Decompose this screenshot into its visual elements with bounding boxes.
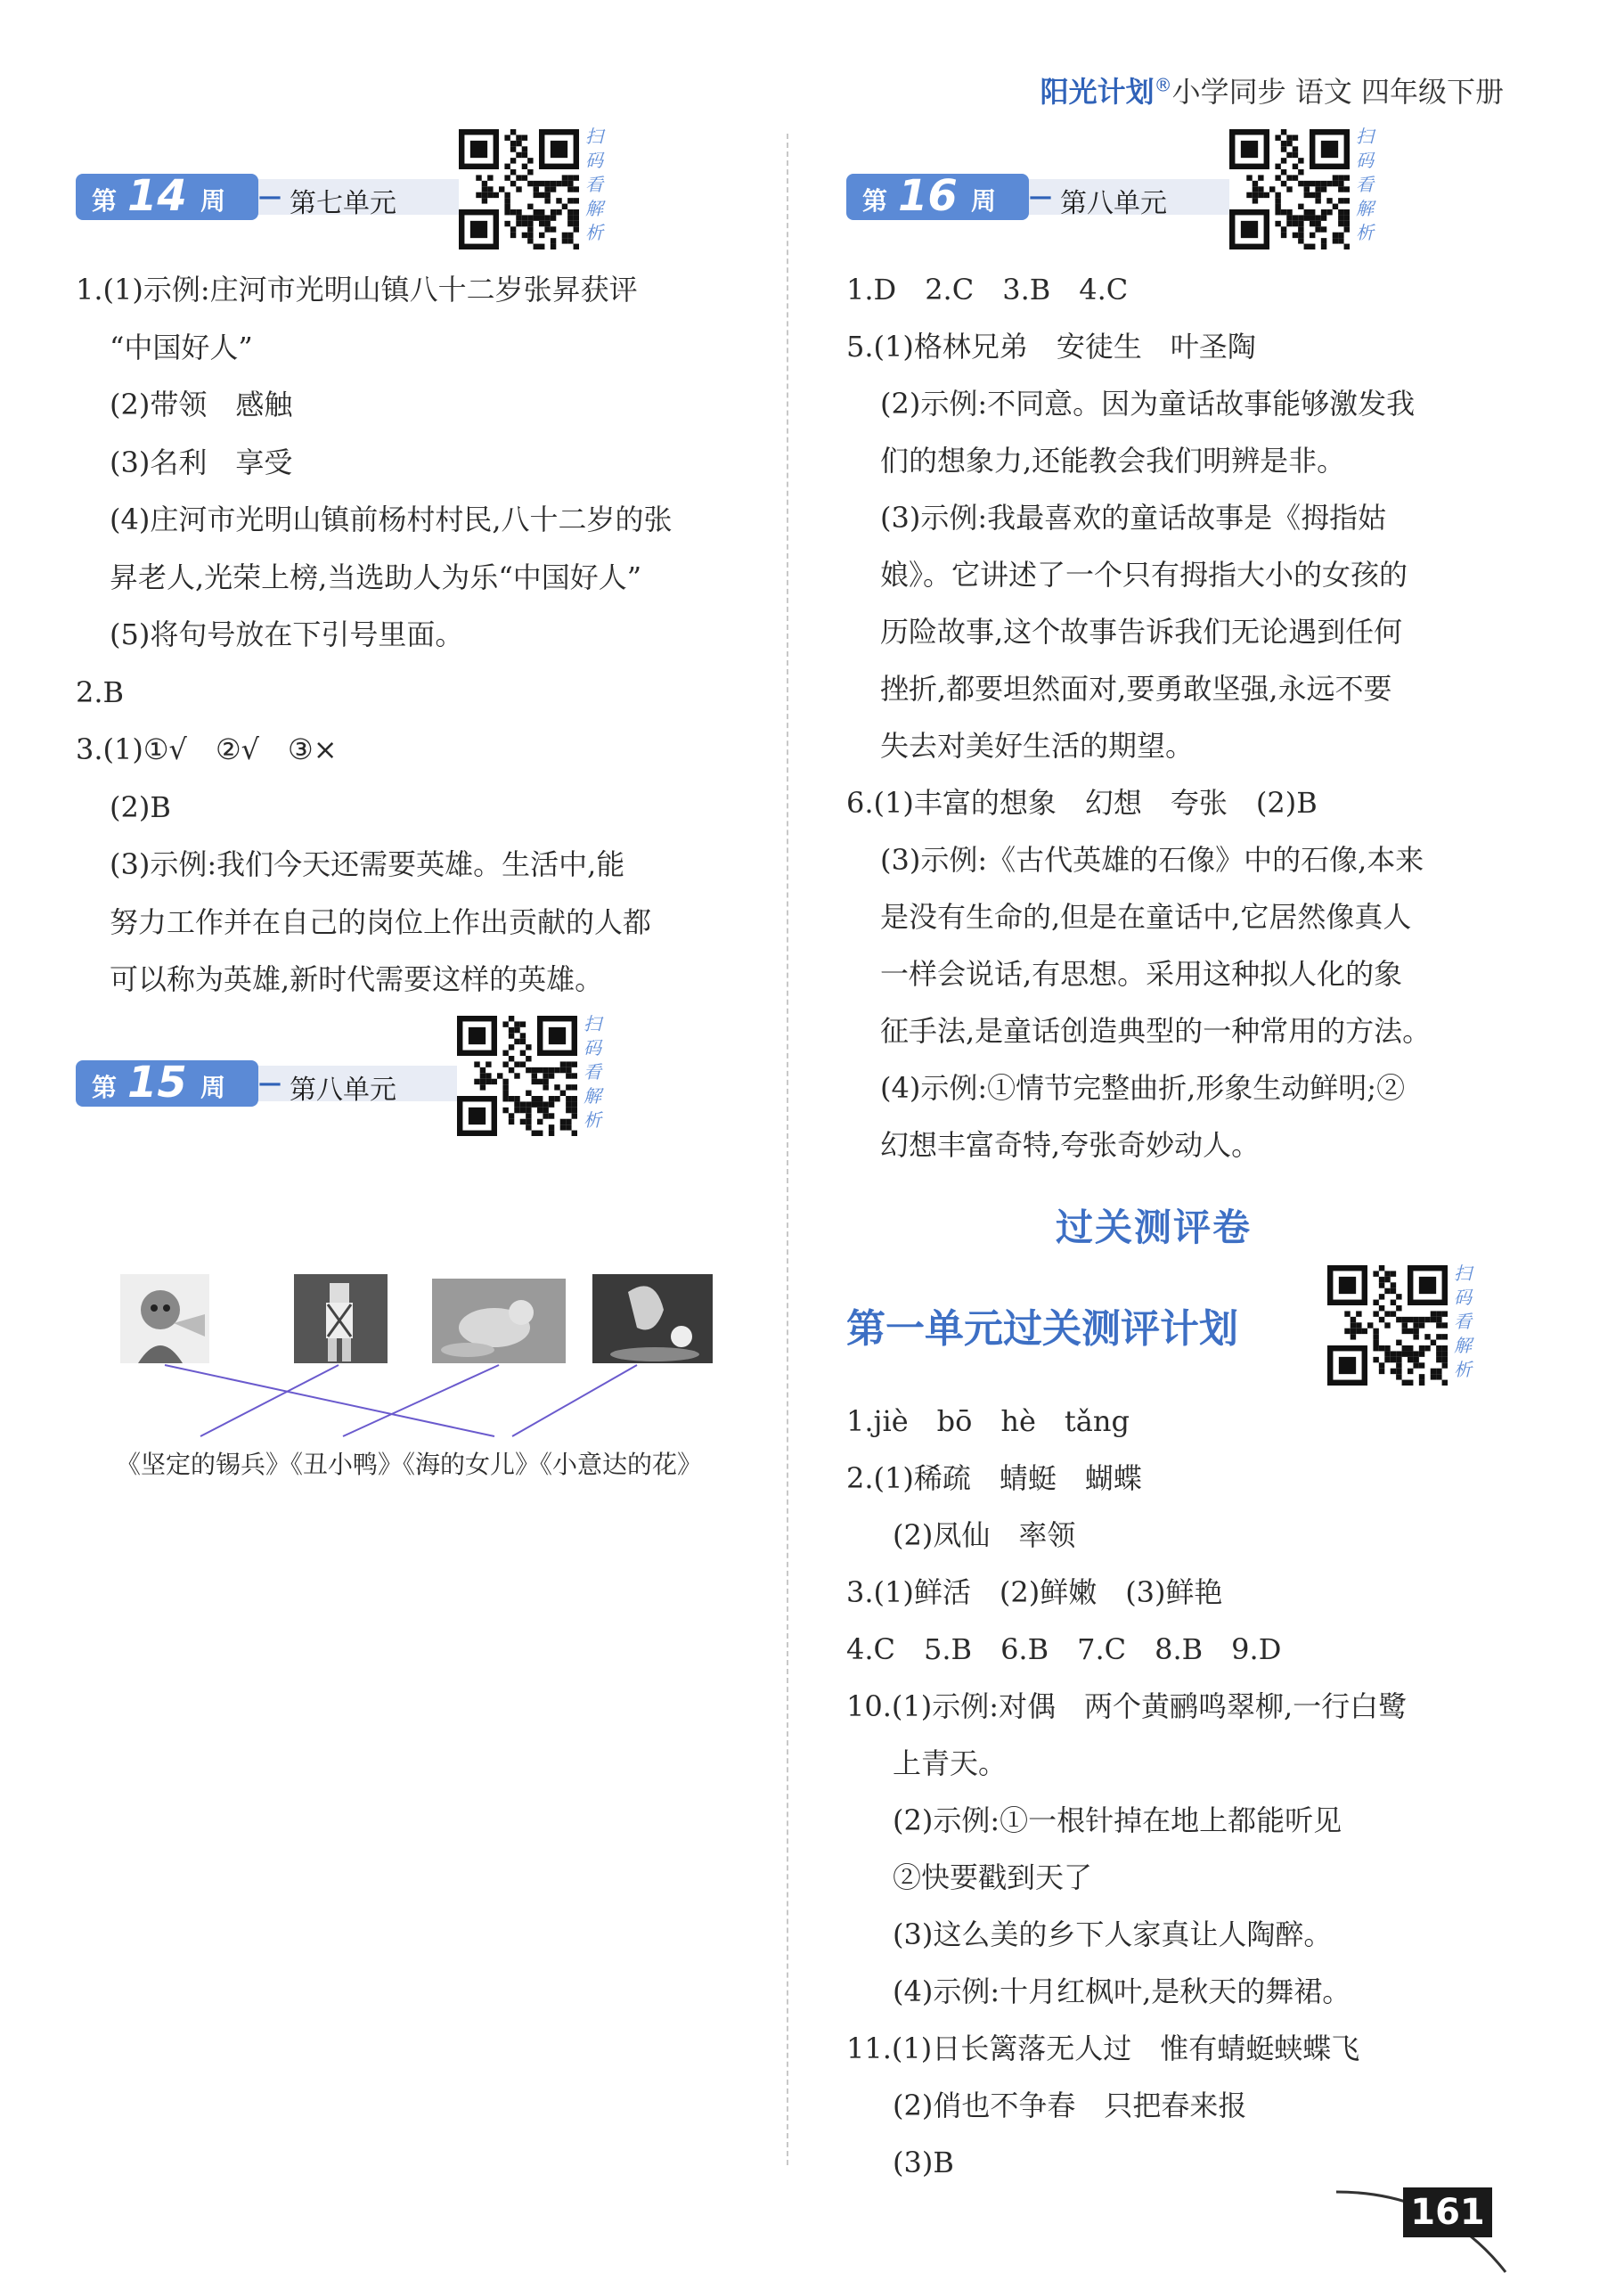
- qr-label-char: 析: [1454, 1359, 1472, 1380]
- section-title: 过关测评卷: [1056, 1206, 1253, 1249]
- qr-code-icon[interactable]: [1229, 129, 1350, 249]
- answer-line: 2.(1)稀疏 蜻蜓 蝴蝶: [846, 1461, 1142, 1495]
- qr-label-char: 解: [585, 198, 603, 219]
- dash-icon: —: [258, 1070, 282, 1097]
- answer-line: (4)示例:①情节完整曲折,形象生动鲜明;②: [880, 1071, 1406, 1105]
- qr-label-char: 码: [585, 150, 603, 171]
- answer-line: (3)示例:我们今天还需要英雄。生活中,能: [110, 847, 625, 881]
- qr-label: [583, 1012, 608, 1132]
- duckling-picture: [432, 1279, 566, 1363]
- qr-label-char: 扫: [585, 126, 603, 147]
- week-di: 第: [92, 186, 118, 216]
- unit-label: 第七单元: [290, 188, 396, 219]
- answer-line: (2)示例:①一根针掉在地上都能听见: [893, 1803, 1342, 1837]
- dash-icon: —: [1029, 184, 1052, 210]
- week-di: 第: [862, 186, 888, 216]
- answer-line: 昇老人,光荣上榜,当选助人为乐“中国好人”: [110, 560, 642, 594]
- answer-line: 5.(1)格林兄弟 安徒生 叶圣陶: [846, 330, 1256, 364]
- answer-line: (5)将句号放在下引号里面。: [110, 617, 464, 651]
- answer-line: 11.(1)日长篱落无人过 惟有蜻蜓蛱蝶飞: [846, 2032, 1360, 2065]
- answer-line: (3)B: [893, 2146, 954, 2179]
- qr-label-char: 码: [1356, 150, 1374, 171]
- answer-line: (4)庄河市光明山镇前杨村村民,八十二岁的张: [110, 503, 673, 536]
- qr-label-char: 看: [583, 1061, 601, 1083]
- answer-line: 幻想丰富奇特,夸张奇妙动人。: [880, 1128, 1261, 1162]
- answer-line: (3)名利 享受: [110, 445, 293, 479]
- answer-line: 1.(1)示例:庄河市光明山镇八十二岁张昇获评: [76, 273, 638, 307]
- week-zhou: 周: [200, 1073, 226, 1102]
- unit-label: 第八单元: [1060, 188, 1167, 219]
- answer-line: (2)凤仙 率领: [893, 1518, 1076, 1552]
- answer-line: (2)俏也不争春 只把春来报: [893, 2089, 1247, 2122]
- brand-name: 阳光计划: [1040, 75, 1155, 109]
- qr-label-char: 码: [1454, 1287, 1472, 1308]
- answer-line: 上青天。: [893, 1746, 1008, 1780]
- tin-soldier-picture: [294, 1274, 388, 1363]
- qr-code-icon[interactable]: [1327, 1265, 1448, 1386]
- answer-line: 历险故事,这个故事告诉我们无论遇到任何: [880, 615, 1403, 649]
- qr-label-char: 解: [1454, 1335, 1472, 1356]
- week-badge: [846, 171, 1029, 221]
- answer-line: 失去对美好生活的期望。: [880, 729, 1195, 763]
- unit-label: 第八单元: [290, 1075, 396, 1106]
- answer-line: 努力工作并在自己的岗位上作出贡献的人都: [110, 904, 652, 939]
- week-number: 15: [127, 1058, 187, 1108]
- book-subtitle: 小学同步 语文 四年级下册: [1171, 75, 1504, 109]
- week-zhou: 周: [971, 186, 997, 216]
- week-number: 14: [127, 171, 187, 221]
- answer-line: (4)示例:十月红枫叶,是秋天的舞裙。: [893, 1974, 1351, 2008]
- matching-captions: 《坚定的锡兵》《丑小鸭》《海的女儿》《小意达的花》: [116, 1450, 703, 1479]
- answer-line: 可以称为英雄,新时代需要这样的英雄。: [110, 962, 604, 996]
- qr-label-char: 扫: [1356, 126, 1374, 147]
- qr-label: [585, 125, 610, 245]
- answer-line: 1.jiè bō hè tǎng: [846, 1404, 1130, 1438]
- answer-line: “中国好人”: [110, 330, 253, 364]
- answer-line: 征手法,是童话创造典型的一种常用的方法。: [880, 1014, 1432, 1048]
- answer-line: 3.(1)①√ ②√ ③×: [76, 732, 338, 766]
- unit-test-title: 第一单元过关测评计划: [846, 1306, 1238, 1352]
- answer-line: (2)B: [110, 789, 171, 824]
- answer-line: 1.D 2.C 3.B 4.C: [846, 273, 1129, 307]
- answer-line: 2.B: [76, 674, 125, 709]
- qr-label-char: 看: [1356, 174, 1374, 195]
- qr-label-char: 解: [583, 1085, 601, 1107]
- answer-line: (3)这么美的乡下人家真让人陶醉。: [893, 1917, 1333, 1951]
- page-header: [1041, 69, 1504, 110]
- qr-label-char: 扫: [1454, 1263, 1472, 1284]
- answer-line: 们的想象力,还能教会我们明辨是非。: [880, 444, 1346, 478]
- week-zhou: 周: [200, 186, 226, 216]
- qr-label-char: 扫: [583, 1013, 601, 1034]
- qr-label-char: 析: [583, 1109, 601, 1131]
- answer-line: 挫折,都要坦然面对,要勇敢坚强,永远不要: [880, 672, 1392, 706]
- cartoon-boy-picture: [120, 1274, 209, 1363]
- week-badge: [76, 171, 258, 221]
- qr-label: [1454, 1262, 1479, 1382]
- answer-line: ②快要戳到天了: [893, 1860, 1093, 1894]
- answer-line: (2)示例:不同意。因为童话故事能够激发我: [880, 387, 1416, 421]
- answer-line: 6.(1)丰富的想象 幻想 夸张 (2)B: [846, 786, 1318, 820]
- answer-line: 10.(1)示例:对偶 两个黄鹂鸣翠柳,一行白鹭: [846, 1689, 1408, 1723]
- page-number: 161: [1403, 2187, 1492, 2237]
- matching-lines: [147, 1363, 646, 1443]
- answer-line: 3.(1)鲜活 (2)鲜嫩 (3)鲜艳: [846, 1575, 1223, 1609]
- qr-label-char: 看: [585, 174, 603, 195]
- qr-label-char: 析: [585, 222, 603, 243]
- qr-label-char: 析: [1356, 222, 1374, 243]
- week-badge: [76, 1060, 258, 1107]
- column-divider: [787, 134, 788, 2165]
- answer-line: 4.C 5.B 6.B 7.C 8.B 9.D: [846, 1632, 1282, 1666]
- answer-line: 是没有生命的,但是在童话中,它居然像真人: [880, 900, 1412, 934]
- qr-label-char: 看: [1454, 1311, 1472, 1332]
- qr-label-char: 码: [583, 1037, 601, 1059]
- week-di: 第: [92, 1073, 118, 1102]
- qr-code-icon[interactable]: [459, 129, 579, 249]
- registered-mark: ®: [1154, 74, 1172, 96]
- week-number: 16: [898, 171, 958, 221]
- qr-code-icon[interactable]: [457, 1016, 577, 1136]
- answer-line: 娘》。它讲述了一个只有拇指大小的女孩的: [880, 558, 1408, 592]
- answer-line: (3)示例:我最喜欢的童话故事是《拇指姑: [880, 501, 1387, 535]
- qr-label-char: 解: [1356, 198, 1374, 219]
- dash-icon: —: [258, 184, 282, 210]
- qr-label: [1356, 125, 1381, 245]
- mermaid-picture: [592, 1274, 713, 1363]
- answer-line: (2)带领 感触: [110, 388, 293, 421]
- answer-line: (3)示例:《古代英雄的石像》中的石像,本来: [880, 843, 1424, 877]
- answer-line: 一样会说话,有思想。采用这种拟人化的象: [880, 957, 1403, 991]
